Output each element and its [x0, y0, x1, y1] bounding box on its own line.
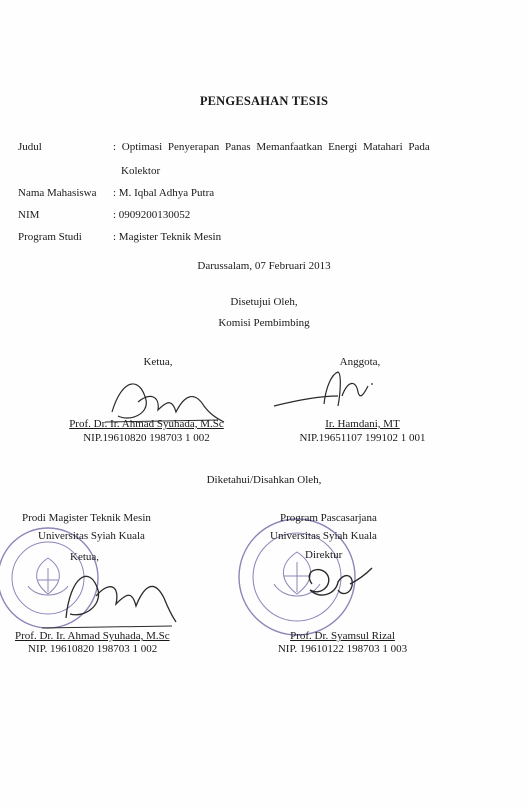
thesis-info	[18, 140, 478, 252]
member-nip: NIP.19651107 199102 1 001	[299, 432, 426, 444]
field-value	[113, 140, 478, 179]
page-title: PENGESAHAN TESIS	[199, 94, 329, 108]
member-signature-icon	[268, 366, 388, 416]
prodi-signature-icon	[40, 556, 180, 636]
member-role: Anggota,	[339, 356, 381, 368]
field-nim	[18, 208, 478, 223]
chair-name	[44, 418, 249, 430]
prodi-role: Ketua,	[70, 551, 100, 563]
committee-title: Komisi Pembimbing	[218, 317, 310, 329]
field-value-line1: : Optimasi Penyerapan Panas Memanfaatkan Energi Matahari Pada	[113, 141, 430, 153]
field-label: NIM	[18, 209, 40, 221]
approved-by: Disetujui Oleh,	[230, 296, 298, 308]
chair-nip: NIP.19610820 198703 1 002	[83, 432, 210, 444]
field-label: Program Studi	[18, 231, 82, 243]
field-judul	[18, 140, 478, 179]
field-label: Judul	[18, 141, 42, 153]
pasca-university: Universitas Syiah Kuala	[270, 530, 377, 542]
pasca-signature-icon	[292, 560, 382, 610]
field-nama	[18, 186, 478, 201]
prodi-nip: NIP. 19610820 198703 1 002	[28, 643, 158, 655]
place-date: Darussalam, 07 Februari 2013	[197, 260, 331, 272]
pasca-unit: Program Pascasarjana	[280, 512, 377, 524]
prodi-university: Universitas Syiah Kuala	[38, 530, 145, 542]
pasca-nip: NIP. 19610122 198703 1 003	[277, 643, 408, 655]
pasca-name-text: Prof. Dr. Syamsul Rizal	[290, 630, 395, 642]
field-value: : M. Iqbal Adhya Putra	[113, 187, 215, 199]
chair-name-text: Prof. Dr. Ir. Ahmad Syuhada, M.Sc	[69, 418, 224, 430]
pasca-name	[265, 630, 420, 642]
prodi-name-text: Prof. Dr. Ir. Ahmad Syuhada, M.Sc	[15, 630, 170, 642]
field-value-line2: Kolektor	[121, 165, 161, 177]
member-name-text: Ir. Hamdani, MT	[325, 418, 400, 430]
prodi-name	[15, 630, 190, 642]
pasca-role: Direktur	[305, 549, 343, 561]
chair-role: Ketua,	[143, 356, 173, 368]
field-value: : 0909200130052	[113, 209, 191, 221]
prodi-unit: Prodi Magister Teknik Mesin	[22, 512, 151, 524]
field-value: : Magister Teknik Mesin	[113, 231, 222, 243]
field-prodi	[18, 230, 478, 245]
field-label: Nama Mahasiswa	[18, 187, 97, 199]
member-name	[270, 418, 455, 430]
acknowledged-by: Diketahui/Disahkan Oleh,	[206, 474, 322, 486]
